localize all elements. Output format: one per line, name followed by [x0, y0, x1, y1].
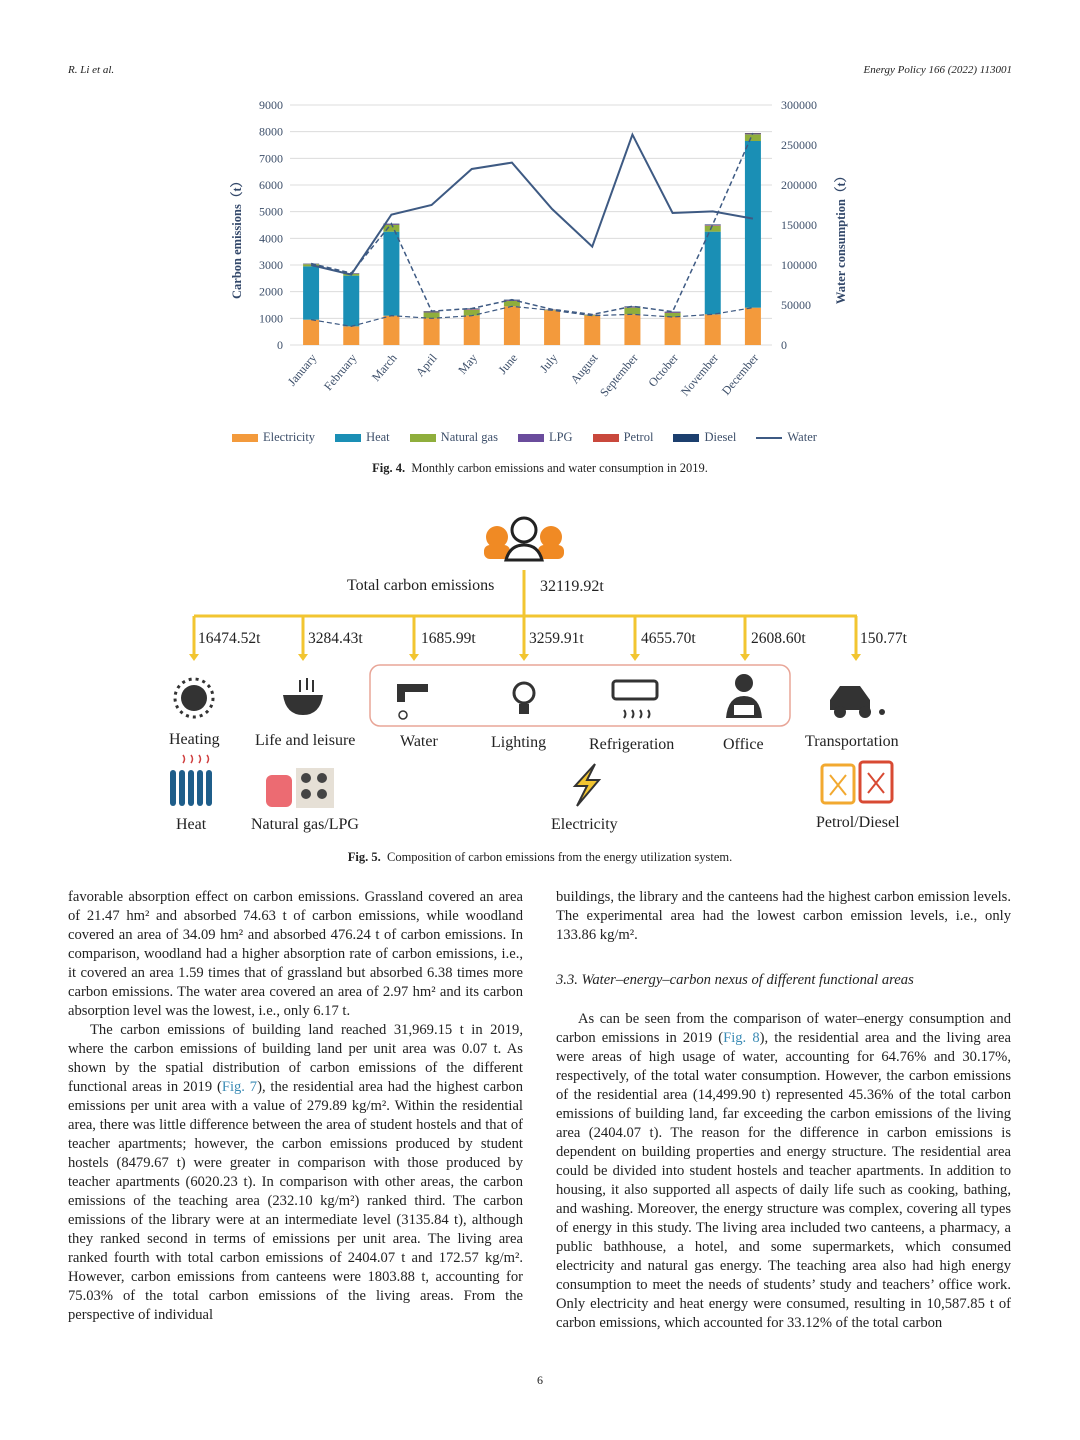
y-tick-label: 3000 — [259, 258, 283, 272]
y-tick-label: 8000 — [259, 124, 283, 139]
y-tick-label: 6000 — [259, 178, 283, 192]
legend-label: Heat — [366, 430, 390, 444]
y-tick-label: 1000 — [259, 311, 283, 326]
y-tick-label: 2000 — [259, 284, 283, 299]
x-tick-label: March — [368, 350, 400, 384]
y2-tick-label: 150000 — [781, 218, 817, 232]
branch-label: Office — [723, 736, 764, 753]
left-column — [68, 888, 523, 1325]
branch-value: 2608.60t — [751, 630, 806, 647]
gas-stove-icon — [266, 768, 334, 808]
radiator-icon — [170, 755, 212, 806]
page-number: 6 — [537, 1373, 543, 1387]
y-tick-label: 9000 — [259, 98, 283, 112]
y-tick-label: 7000 — [259, 151, 283, 166]
source-label: Electricity — [551, 816, 618, 833]
y2-tick-label: 100000 — [781, 258, 817, 272]
legend-label: Electricity — [263, 430, 316, 444]
section-heading: 3.3. Water–energy–carbon nexus of different functional areas — [556, 972, 914, 988]
legend-label: Diesel — [704, 430, 737, 444]
x-tick-label: December — [718, 350, 762, 398]
fuel-can-icon — [822, 762, 892, 803]
x-tick-label: September — [596, 350, 641, 400]
y-tick-label: 4000 — [259, 231, 283, 246]
source-label: Petrol/Diesel — [816, 814, 900, 831]
source-label: Heat — [176, 816, 207, 833]
lightning-icon — [575, 764, 599, 806]
branch-label: Transportation — [805, 733, 899, 750]
branch-value: 16474.52t — [198, 630, 261, 647]
branch-label: Water — [400, 733, 438, 750]
x-tick-label: November — [677, 350, 722, 399]
x-tick-label: July — [536, 350, 561, 376]
bowl-icon — [283, 678, 323, 715]
paragraph: buildings, the library and the canteens had the highest carbon emission levels. The experimental area had the lowest carbon emission levels, i.e., only 133.86 kg/m². — [556, 889, 1011, 943]
faucet-icon — [397, 684, 428, 719]
x-tick-label: January — [284, 350, 320, 389]
branch-value: 4655.70t — [641, 630, 696, 647]
office-worker-icon — [726, 674, 762, 718]
fig5-caption: Fig. 5. Composition of carbon emissions from the energy utilization system. — [347, 850, 733, 864]
branch-label: Refrigeration — [589, 736, 675, 753]
paragraph: favorable absorption effect on carbon emissions. Grassland covered an area of 21.47 hm² and absorbed 74.63 t of carbon emissions, while woodland covered an area of 34.09 hm² and absorbed 476.24 t of carbon emissions. In comparison, woodland had a higher absorption rate of carbon emissions, i.e., it covered an area 1.59 times that of grassland but absorbed 6.38 times more carbon emissions. The water area covered an area of 2.97 hm² and its carbon absorption level was the lowest, i.e., only 6.17 t. — [68, 889, 523, 1019]
paragraph: As can be seen from the comparison of water–energy consumption and carbon emissions in 2019 (Fig. 8), the residential area and the living area were areas of high usage of water, accounting for 64.76% and 30.17%, respectively, of the total water consumption. However, the carbon emissions of the residential area (14,499.90 t) represented 45.36% of the total carbon emissions of building land, far exceeding the carbon emissions of the living area (2404.07 t). The reason for the difference in carbon emissions is dependent on building properties and energy structure. The residential area could be divided into student hostels and teacher apartments. In addition to housing, it also supported all aspects of daily life such as cooking, bathing, and washing. Moreover, the energy structure was complex, covering all types of energy in this study. The living area included two canteens, a pharmacy, a public bathhouse, a hotel, and some supermarkets, which consumed electricity and natural gas energy. The teaching area also had high energy consumption to meet the needs of students’ study and teachers’ office work. Only electricity and heat energy were consumed, resulting in 10,587.85 t of carbon emissions, which accounted for 33.12% of the total carbon — [556, 1011, 1012, 1331]
branch-value: 150.77t — [860, 630, 907, 647]
fig8-link[interactable]: Fig. 8 — [723, 1030, 760, 1046]
legend-label: Water — [787, 430, 817, 444]
lightbulb-icon — [514, 683, 534, 714]
fig7-link[interactable]: Fig. 7 — [221, 1079, 258, 1095]
y-tick-label: 5000 — [259, 204, 283, 219]
air-conditioner-icon — [613, 681, 657, 718]
paragraph: The carbon emissions of building land reached 31,969.15 t in 2019, where the carbon emissions of building land per unit area was 0.07 t. As shown by the spatial distribution of carbon emissions of the different functional areas in 2019 (Fig. 7), the residential area had the highest carbon emissions per unit area with a value of 279.89 kg/m². Within the residential area, there was little difference between the area of student hostels and that of teacher apartments; however, the carbon emissions produced by student hostels (8479.67 t) were greater in comparison with those produced by teacher apartments (6020.23 t). In comparison with other areas, the carbon emissions of the teaching area (232.10 kg/m²) ranked third. The carbon emissions of the library were at an intermediate level (3135.84 t), although they ranked second in terms of emissions per unit area. The living area ranked fourth with total carbon emissions of 2404.07 t and 172.57 kg/m². However, carbon emissions from canteens were 1803.88 t, accounting for 75.03% of the total carbon emissions of the living areas. From the perspective of individual — [68, 1022, 524, 1323]
running-header-journal: Energy Policy 166 (2022) 113001 — [863, 64, 1012, 76]
y2-tick-label: 200000 — [781, 178, 817, 192]
branch-value: 3284.43t — [308, 630, 363, 647]
branch-value: 1685.99t — [421, 630, 476, 647]
y2-tick-label: 0 — [781, 338, 787, 352]
y2-tick-label: 50000 — [781, 298, 811, 312]
x-tick-label: October — [645, 350, 681, 390]
x-tick-label: April — [412, 350, 440, 380]
total-emissions-label: Total carbon emissions — [347, 577, 495, 594]
sun-icon — [175, 679, 213, 717]
y-tick-label: 0 — [277, 338, 283, 352]
source-label: Natural gas/LPG — [251, 816, 359, 833]
branch-label: Lighting — [491, 734, 547, 751]
legend-label: Petrol — [623, 430, 654, 444]
branch-label: Heating — [169, 731, 220, 748]
branch-value: 3259.91t — [529, 630, 584, 647]
branch-label: Life and leisure — [255, 732, 356, 749]
y2-tick-label: 250000 — [781, 138, 817, 152]
legend-label: Natural gas — [440, 430, 498, 444]
x-tick-label: June — [495, 350, 521, 377]
legend-label: LPG — [548, 430, 573, 444]
fig4-caption: Fig. 4. Monthly carbon emissions and water consumption in 2019. — [372, 461, 708, 475]
car-icon — [830, 686, 885, 718]
total-emissions-value: 32119.92t — [540, 578, 604, 595]
y-axis-title: Carbon emissions（t） — [230, 175, 244, 299]
x-tick-label: February — [320, 350, 360, 394]
right-column — [556, 888, 1011, 1333]
x-tick-label: August — [567, 350, 601, 387]
x-tick-label: May — [455, 350, 481, 377]
people-icon — [484, 518, 564, 560]
running-header-authors: R. Li et al. — [68, 64, 115, 76]
y2-tick-label: 300000 — [781, 98, 817, 112]
y2-axis-title: Water consumption（t） — [834, 169, 848, 305]
